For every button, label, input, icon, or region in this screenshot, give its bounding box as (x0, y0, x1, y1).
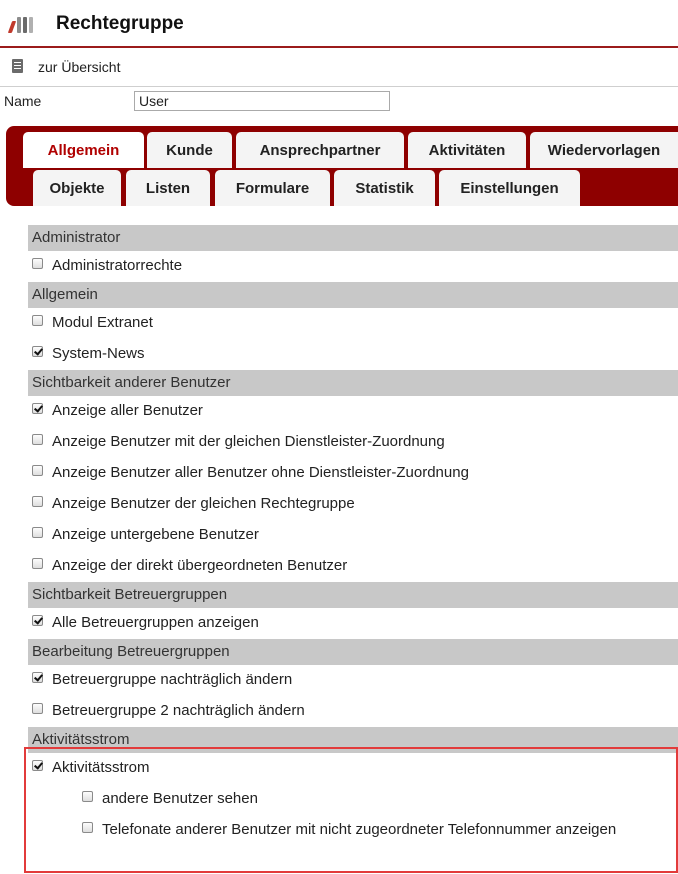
betreuergruppe-2-aendern-checkbox[interactable] (32, 703, 43, 714)
anzeige-uebergeordnete-checkbox[interactable] (32, 558, 43, 569)
anzeige-ohne-dienstleister-checkbox[interactable] (32, 465, 43, 476)
permission-item (28, 458, 678, 489)
permission-label: Anzeige untergebene Benutzer (52, 526, 259, 543)
tab-wiedervorlagen[interactable]: Wiedervorlagen (530, 132, 678, 168)
permission-item (28, 608, 678, 639)
tab-ansprechpartner[interactable]: Ansprechpartner (236, 132, 404, 168)
page-header (0, 0, 678, 48)
name-input[interactable] (134, 91, 390, 111)
name-label: Name (4, 93, 42, 109)
app-logo-icon (10, 13, 40, 33)
permission-label: Alle Betreuergruppen anzeigen (52, 614, 259, 631)
section-header-bearbeitung-betreuergruppen: Bearbeitung Betreuergruppen (28, 639, 678, 665)
tab-einstellungen[interactable]: Einstellungen (439, 170, 580, 206)
permission-label: Telefonate anderer Benutzer mit nicht zugeordneter Telefonnummer anzeigen (102, 821, 617, 838)
permission-label: Anzeige der direkt übergeordneten Benutzer (52, 557, 348, 574)
permission-item (28, 489, 678, 520)
section-header-allgemein: Allgemein (28, 282, 678, 308)
logo-bar (23, 17, 27, 33)
modul-extranet-checkbox[interactable] (32, 315, 43, 326)
system-news-checkbox[interactable] (32, 346, 43, 357)
permission-item (28, 551, 678, 582)
permission-label: Anzeige Benutzer mit der gleichen Dienstleister-Zuordnung (52, 433, 445, 450)
permission-item (28, 520, 678, 551)
tab-formulare[interactable]: Formulare (215, 170, 330, 206)
logo-bar (17, 17, 21, 33)
anzeige-gleiche-rechtegruppe-checkbox[interactable] (32, 496, 43, 507)
permission-label: Betreuergruppe nachträglich ändern (52, 671, 293, 688)
permission-label: Anzeige aller Benutzer (52, 402, 203, 419)
permission-label: Anzeige Benutzer der gleichen Rechtegruppe (52, 495, 355, 512)
section-header-administrator: Administrator (28, 225, 678, 251)
permission-label: System-News (52, 345, 145, 362)
page-title: Rechtegruppe (56, 13, 184, 34)
alle-betreuergruppen-checkbox[interactable] (32, 615, 43, 626)
permission-label: Administratorrechte (52, 257, 183, 274)
tab-aktivitaeten[interactable]: Aktivitäten (408, 132, 526, 168)
permission-item (28, 665, 678, 696)
name-row (0, 87, 678, 125)
anzeige-aller-benutzer-checkbox[interactable] (32, 403, 43, 414)
section-header-aktivitaetsstrom: Aktivitätsstrom (28, 727, 678, 753)
tab-kunde[interactable]: Kunde (147, 132, 232, 168)
permission-item (28, 696, 678, 727)
permission-label: Aktivitätsstrom (52, 759, 150, 776)
permission-label: Anzeige Benutzer aller Benutzer ohne Dienstleister-Zuordnung (52, 464, 469, 481)
aktivitaetsstrom-checkbox[interactable] (32, 760, 43, 771)
permission-item (28, 784, 678, 815)
administratorrechte-checkbox[interactable] (32, 258, 43, 269)
permission-item (28, 251, 678, 282)
permission-item (28, 396, 678, 427)
tab-allgemein[interactable]: Allgemein (23, 132, 144, 168)
logo-bar (8, 21, 16, 33)
section-header-sichtbarkeit-betreuergruppen: Sichtbarkeit Betreuergruppen (28, 582, 678, 608)
permission-label: andere Benutzer sehen (102, 790, 258, 807)
permission-label: Betreuergruppe 2 nachträglich ändern (52, 702, 305, 719)
tab-statistik[interactable]: Statistik (334, 170, 435, 206)
anzeige-gleiche-dienstleister-checkbox[interactable] (32, 434, 43, 445)
permission-label: Modul Extranet (52, 314, 153, 331)
permission-item (28, 427, 678, 458)
permission-item (28, 753, 678, 784)
tab-objekte[interactable]: Objekte (33, 170, 121, 206)
telefonate-anzeigen-checkbox[interactable] (82, 822, 93, 833)
betreuergruppe-aendern-checkbox[interactable] (32, 672, 43, 683)
permission-item (28, 815, 678, 846)
permission-item (28, 308, 678, 339)
tab-listen[interactable]: Listen (126, 170, 210, 206)
permissions-panel (28, 225, 678, 846)
list-document-icon[interactable] (12, 59, 23, 73)
logo-bar (29, 17, 33, 33)
permission-item (28, 339, 678, 370)
section-header-sichtbarkeit-benutzer: Sichtbarkeit anderer Benutzer (28, 370, 678, 396)
tab-bar (6, 126, 678, 206)
toolbar (0, 48, 678, 87)
anzeige-untergebene-checkbox[interactable] (32, 527, 43, 538)
back-to-overview-link[interactable]: zur Übersicht (38, 59, 121, 75)
andere-benutzer-sehen-checkbox[interactable] (82, 791, 93, 802)
